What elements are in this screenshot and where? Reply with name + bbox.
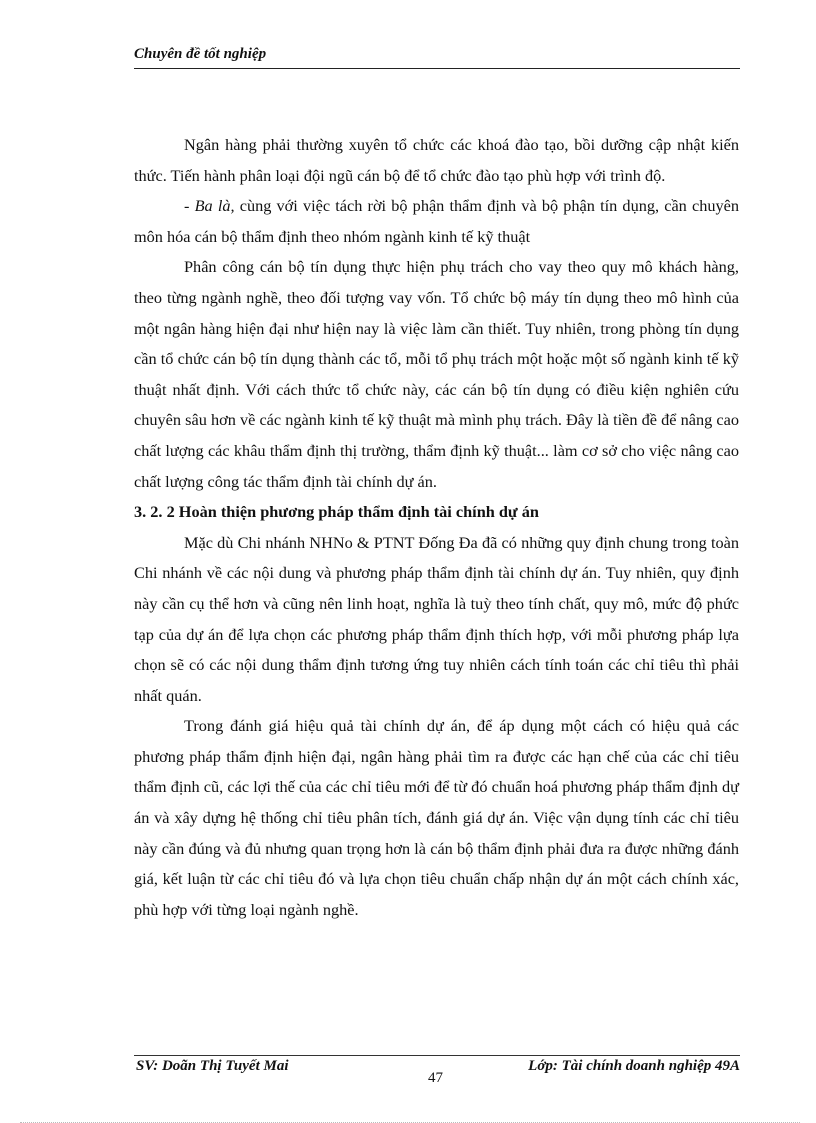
- footer-student: SV: Doãn Thị Tuyết Mai: [136, 1058, 289, 1074]
- paragraph-specialization-text: cùng với việc tách rời bộ phận thẩm định và bộ phận tín dụng, cần chuyên môn hóa cán bộ thẩm định theo nhóm ngành kinh tế kỹ thuật: [134, 196, 739, 246]
- document-body: [134, 130, 739, 925]
- paragraph-lead: - Ba là,: [184, 196, 235, 216]
- paragraph-specialization: [134, 191, 739, 252]
- paragraph-credit-staff: Phân công cán bộ tín dụng thực hiện phụ trách cho vay theo quy mô khách hàng, theo từng ngành nghề, theo đối tượng vay vốn. Tổ chức bộ máy tín dụng theo mô hình của một ngân hàng hiện đại như hiện nay là việc làm cần thiết. Tuy nhiên, trong phòng tín dụng cần tổ chức cán bộ tín dụng thành các tổ, mỗi tổ phụ trách một hoặc một số ngành kinh tế kỹ thuật nhất định. Với cách thức tổ chức này, các cán bộ tín dụng có điều kiện nghiên cứu chuyên sâu hơn về các ngành kinh tế kỹ thuật mà mình phụ trách. Đây là tiền đề để nâng cao chất lượng các khâu thẩm định thị trường, thẩm định kỹ thuật... làm cơ sở cho việc nâng cao chất lượng công tác thẩm định tài chính dự án.: [134, 257, 739, 491]
- header-title: Chuyên đề tốt nghiệp: [134, 46, 267, 62]
- paragraph-training: Ngân hàng phải thường xuyên tổ chức các khoá đào tạo, bồi dưỡng cập nhật kiến thức. Tiến hành phân loại đội ngũ cán bộ để tổ chức đào tạo phù hợp với trình độ.: [134, 135, 739, 185]
- page-header: [134, 44, 740, 69]
- paragraph-branch-rules: Mặc dù Chi nhánh NHNo & PTNT Đống Đa đã có những quy định chung trong toàn Chi nhánh về các nội dung và phương pháp thẩm định tài chính dự án. Tuy nhiên, quy định này cần cụ thể hơn và cũng nên linh hoạt, nghĩa là tuỳ theo tính chất, quy mô, mức độ phức tạp của dự án để lựa chọn các phương pháp thẩm định thích hợp, với mỗi phương pháp lựa chọn sẽ có các nội dung thẩm định tương ứng tuy nhiên cách tính toán các chỉ tiêu thì phải nhất quán.: [134, 532, 739, 705]
- footer-divider: [134, 1055, 740, 1056]
- paragraph-efficiency: Trong đánh giá hiệu quả tài chính dự án, để áp dụng một cách có hiệu quả các phương pháp thẩm định hiện đại, ngân hàng phải tìm ra được các hạn chế của các chỉ tiêu thẩm định cũ, các lợi thế của các chỉ tiêu mới để từ đó chuẩn hoá phương pháp thẩm định dự án và xây dựng hệ thống chỉ tiêu phân tích, đánh giá dự án. Việc vận dụng tính các chỉ tiêu này cần đúng và đủ nhưng quan trọng hơn là cán bộ thẩm định phải đưa ra được những đánh giá, kết luận từ các chỉ tiêu đó và lựa chọn tiêu chuẩn chấp nhận dự án một cách chính xác, phù hợp với từng loại ngành nghề.: [134, 716, 739, 919]
- footer-class: Lớp: Tài chính doanh nghiệp 49A: [528, 1058, 740, 1074]
- section-heading: 3. 2. 2 Hoàn thiện phương pháp thẩm định tài chính dự án: [134, 502, 539, 522]
- page-number: 47: [428, 1070, 443, 1086]
